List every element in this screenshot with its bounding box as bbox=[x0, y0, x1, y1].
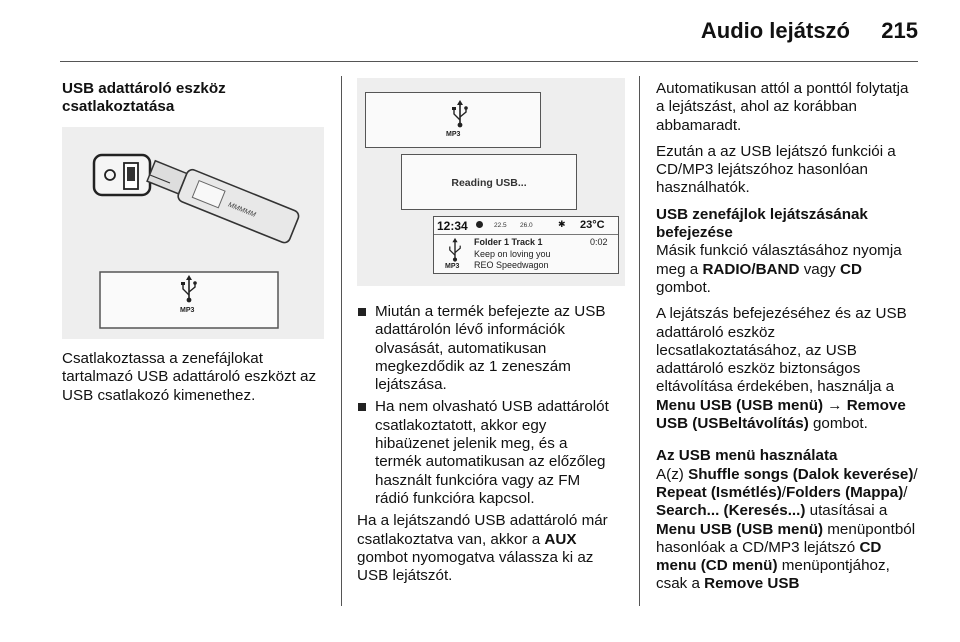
text-line: adattárolón lévő információk bbox=[375, 321, 565, 339]
text-run: hasonlóak a CD/MP3 lejátszó bbox=[656, 538, 860, 556]
clock-display: 12:34 bbox=[437, 219, 468, 233]
mp3-label: MP3 bbox=[446, 131, 461, 138]
text-line: Ha a lejátszandó USB adattároló már bbox=[357, 512, 608, 530]
remove-usb-ref: USB (USBeltávolítás) bbox=[656, 415, 809, 433]
text-line: gombot. bbox=[656, 278, 711, 296]
figure-usb-insert bbox=[62, 127, 324, 339]
artist-name: REO Speedwagon bbox=[474, 260, 549, 270]
text-line: A lejátszás befejezéséhez és az USB bbox=[656, 305, 907, 323]
text-line: Automatikusan attól a ponttól folytatja bbox=[656, 80, 909, 97]
page-title: Audio lejátszó bbox=[700, 18, 850, 43]
text-line bbox=[357, 531, 627, 549]
folders-ref: Folders (Mappa) bbox=[786, 483, 904, 501]
text-line: Ha nem olvasható USB adattárolót bbox=[375, 398, 609, 416]
section-heading-usb-menu: Az USB menü használata bbox=[656, 447, 838, 465]
text-line: eltávolítása érdekében, használja a bbox=[656, 378, 895, 396]
text-line: termék automatikusan az előzőleg bbox=[375, 453, 606, 471]
status-value: 26.0 bbox=[520, 222, 533, 229]
text-line: olvasását, automatikusan bbox=[375, 339, 547, 357]
text-line bbox=[656, 415, 922, 433]
column-2 bbox=[357, 303, 627, 585]
settings-icon bbox=[476, 221, 483, 228]
text-line bbox=[656, 521, 922, 539]
text-run: utasításai a bbox=[805, 502, 888, 520]
header-divider bbox=[60, 61, 918, 62]
radio-band-button-ref: RADIO/BAND bbox=[702, 260, 800, 278]
paragraph bbox=[656, 305, 922, 433]
bullet-item bbox=[357, 398, 627, 508]
repeat-ref: Repeat (Ismétlés) bbox=[656, 483, 782, 501]
menu-usb-ref: Menu USB (USB menü) bbox=[656, 396, 824, 414]
page-number: 215 bbox=[881, 18, 918, 43]
bullet-item bbox=[357, 303, 627, 394]
text-run: csatlakoztatva van, akkor a bbox=[357, 530, 545, 548]
text-line: USB csatlakozó kimenethez. bbox=[62, 386, 256, 404]
text-run: gombot. bbox=[808, 415, 868, 433]
text-line: adattároló eszköz biztonságos bbox=[656, 360, 861, 378]
bullet-marker bbox=[358, 308, 366, 316]
reading-usb-text: Reading USB... bbox=[451, 177, 527, 189]
text-run: / bbox=[903, 483, 908, 501]
section-heading-usb-connect bbox=[62, 80, 332, 117]
text-line bbox=[656, 539, 922, 557]
remove-usb-ref: Remove USB bbox=[704, 575, 800, 593]
column-divider-1 bbox=[341, 76, 342, 606]
mp3-label: MP3 bbox=[445, 263, 460, 270]
temperature-display: 23°C bbox=[580, 219, 605, 231]
heading-line: befejezése bbox=[656, 224, 733, 242]
screen-usb-detected bbox=[365, 92, 541, 148]
aux-paragraph bbox=[357, 512, 627, 585]
usb-icon bbox=[446, 237, 464, 263]
text-run: / bbox=[913, 465, 918, 483]
text-run: meg a bbox=[656, 260, 703, 278]
paragraph bbox=[656, 242, 922, 297]
text-line bbox=[656, 261, 922, 279]
text-line: Miután a termék befejezte az USB bbox=[375, 303, 606, 320]
song-title: Keep on loving you bbox=[474, 249, 551, 259]
text-line: lecsatlakoztatásához, az USB bbox=[656, 341, 857, 359]
text-run: A(z) bbox=[656, 465, 689, 483]
screen-now-playing bbox=[433, 216, 619, 274]
section-heading-stop-playback bbox=[656, 206, 922, 243]
usb-icon bbox=[450, 99, 470, 129]
text-line bbox=[656, 397, 922, 415]
column-3 bbox=[656, 80, 922, 602]
text-line: a lejátszást, ahol az korábban bbox=[656, 98, 857, 116]
bluetooth-icon: ✱ bbox=[558, 219, 566, 229]
text-line: hibaüzenet jelenik meg, és a bbox=[375, 435, 568, 453]
text-line: Ezután a az USB lejátszó funkciói a bbox=[656, 142, 896, 160]
text-run: menüpontból bbox=[823, 520, 916, 538]
heading-line: USB adattároló eszköz bbox=[62, 80, 226, 97]
paragraph bbox=[656, 143, 922, 198]
svg-text:MMMMM: MMMMM bbox=[226, 201, 257, 219]
elapsed-time: 0:02 bbox=[590, 237, 608, 247]
text-line: Másik funkció választásához nyomja bbox=[656, 242, 902, 260]
aux-button-ref: AUX bbox=[544, 530, 577, 548]
remove-ref: Remove bbox=[846, 396, 906, 414]
status-value: 22.5 bbox=[494, 222, 507, 229]
figure-usb-screens bbox=[357, 78, 625, 286]
mp3-label: MP3 bbox=[180, 307, 195, 314]
text-line: megkezdődik az 1 zeneszám bbox=[375, 357, 571, 375]
screen-reading-usb bbox=[401, 154, 577, 210]
cd-menu-ref: menu (CD menü) bbox=[656, 557, 778, 575]
text-line: rádió funkcióra kapcsol. bbox=[375, 489, 535, 507]
text-line: CD/MP3 lejátszóhoz hasonlóan bbox=[656, 161, 868, 179]
text-run: menüpontjához, bbox=[777, 557, 890, 575]
text-line bbox=[656, 557, 922, 575]
column-1 bbox=[62, 80, 332, 117]
text-line bbox=[656, 575, 922, 593]
text-line bbox=[656, 484, 922, 502]
search-ref: Search... (Keresés...) bbox=[656, 502, 806, 520]
text-line bbox=[656, 502, 922, 520]
cd-ref: CD bbox=[859, 538, 882, 556]
heading-line: USB zenefájlok lejátszásának bbox=[656, 205, 868, 223]
text-line: Csatlakoztassa a zenefájlokat bbox=[62, 350, 263, 367]
text-line: lejátszása. bbox=[375, 376, 447, 394]
menu-usb-ref: Menu USB (USB menü) bbox=[656, 520, 824, 538]
text-line: gombot nyomogatva válassza ki az bbox=[357, 548, 594, 566]
text-line: abbamaradt. bbox=[656, 116, 742, 134]
text-line: tartalmazó USB adattároló eszközt az bbox=[62, 368, 317, 386]
text-line: használt funkcióra vagy az FM bbox=[375, 471, 581, 489]
heading-line: csatlakoztatása bbox=[62, 98, 175, 116]
paragraph bbox=[656, 80, 922, 135]
shuffle-ref: Shuffle songs (Dalok keverése) bbox=[688, 465, 914, 483]
col1-paragraph bbox=[62, 350, 334, 405]
arrow-glyph: → bbox=[823, 396, 847, 414]
track-name: Folder 1 Track 1 bbox=[474, 237, 543, 247]
text-line bbox=[656, 466, 922, 484]
text-line: csatlakoztatott, akkor egy bbox=[375, 416, 547, 434]
paragraph bbox=[656, 466, 922, 594]
text-run: vagy bbox=[799, 260, 840, 278]
bullet-marker bbox=[358, 403, 366, 411]
column-divider-2 bbox=[639, 76, 640, 606]
text-line: használhatók. bbox=[656, 179, 750, 197]
page-header bbox=[0, 0, 960, 62]
text-line: USB lejátszót. bbox=[357, 567, 453, 585]
bullet-list bbox=[357, 303, 627, 508]
text-run: csak a bbox=[656, 575, 705, 593]
display-divider bbox=[434, 234, 618, 235]
text-run: / bbox=[781, 483, 786, 501]
text-line: adattároló eszköz bbox=[656, 323, 776, 341]
cd-button-ref: CD bbox=[840, 260, 862, 278]
